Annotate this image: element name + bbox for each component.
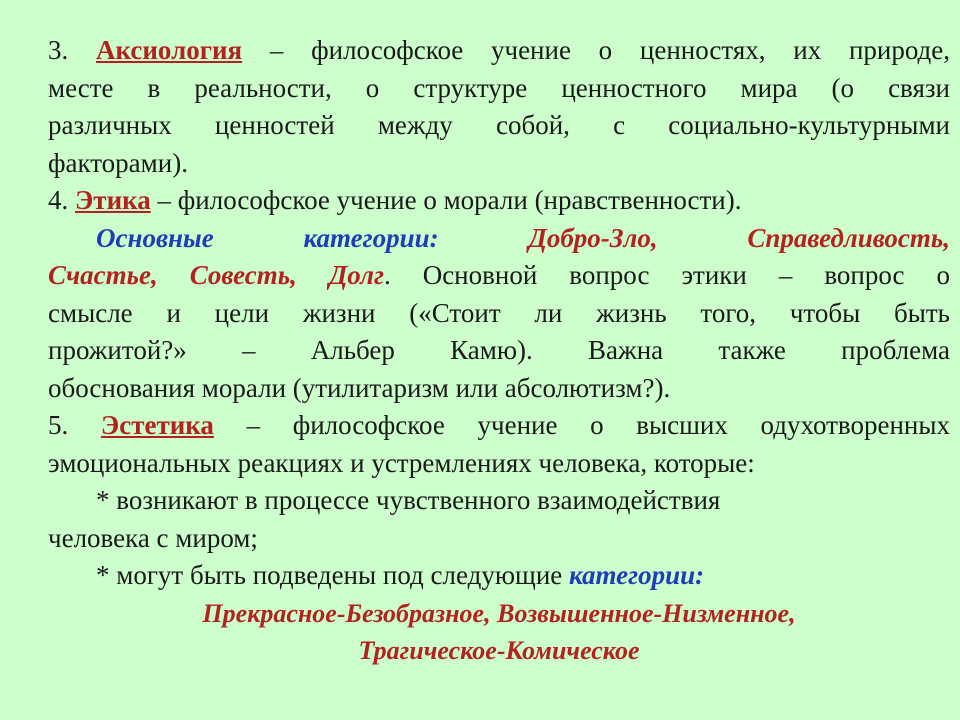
section3-number: 3. <box>48 35 69 65</box>
ethics-categories-list-1: Добро-Зло, Справедливость, <box>528 222 950 253</box>
section5-dash: – <box>246 410 261 440</box>
section4-question-start: Основной вопрос этики – вопрос о <box>422 260 950 290</box>
section4-line5: прожитой?» – Альбер Камю). Важна также проблема <box>48 335 950 365</box>
section4-dash: – <box>157 185 172 215</box>
section4-number: 4. <box>48 185 69 215</box>
section5-line1 <box>48 407 950 445</box>
aesthetics-categories-label: категории: <box>569 560 705 590</box>
section3-line1 <box>48 32 950 70</box>
term-ethics: Этика <box>75 185 151 215</box>
aesthetics-categories-line2: Трагическое-Комическое <box>358 636 640 665</box>
ethics-categories-label: Основные категории: <box>96 222 439 253</box>
section3-definition-start: философское учение о ценностях, их природе, <box>311 35 950 65</box>
aesthetics-categories-line1: Прекрасное-Безобразное, Возвышенное-Низменное, <box>202 598 796 628</box>
section4-categories-line <box>48 220 950 258</box>
ethics-categories-period: . <box>383 260 391 290</box>
section4-line1 <box>48 182 950 220</box>
term-aesthetics: Эстетика <box>100 410 214 440</box>
bullet1-line2: человека с миром; <box>48 522 258 553</box>
ethics-categories-list-2: Счастье, Совесть, Долг <box>48 260 384 290</box>
bullet2-text: * могут быть подведены под следующие <box>96 560 563 590</box>
section3-line4: факторами). <box>48 147 188 178</box>
section3-line2: месте в реальности, о структуре ценностного мира (о связи <box>48 72 950 103</box>
section4-line3 <box>48 257 950 295</box>
section3-line3: различных ценностей между собой, с социально-культурными <box>48 110 950 140</box>
term-axiology: Аксиология <box>96 35 243 65</box>
section4-line6: обоснования морали (утилитаризм или абсолютизм?). <box>48 372 671 403</box>
section4-line4: смысле и цели жизни («Стоит ли жизнь того, чтобы быть <box>48 297 950 328</box>
section5-line2: эмоциональных реакциях и устремлениях человека, которые: <box>48 447 755 478</box>
section3-dash: – <box>269 35 284 65</box>
section4-definition: философское учение о морали (нравственности). <box>177 185 742 215</box>
bullet1-line1: * возникают в процессе чувственного взаимодействия <box>96 485 721 515</box>
bullet2-line <box>48 557 950 595</box>
section5-number: 5. <box>48 410 69 440</box>
section5-definition-start: философское учение о высших одухотворенных <box>292 410 950 440</box>
